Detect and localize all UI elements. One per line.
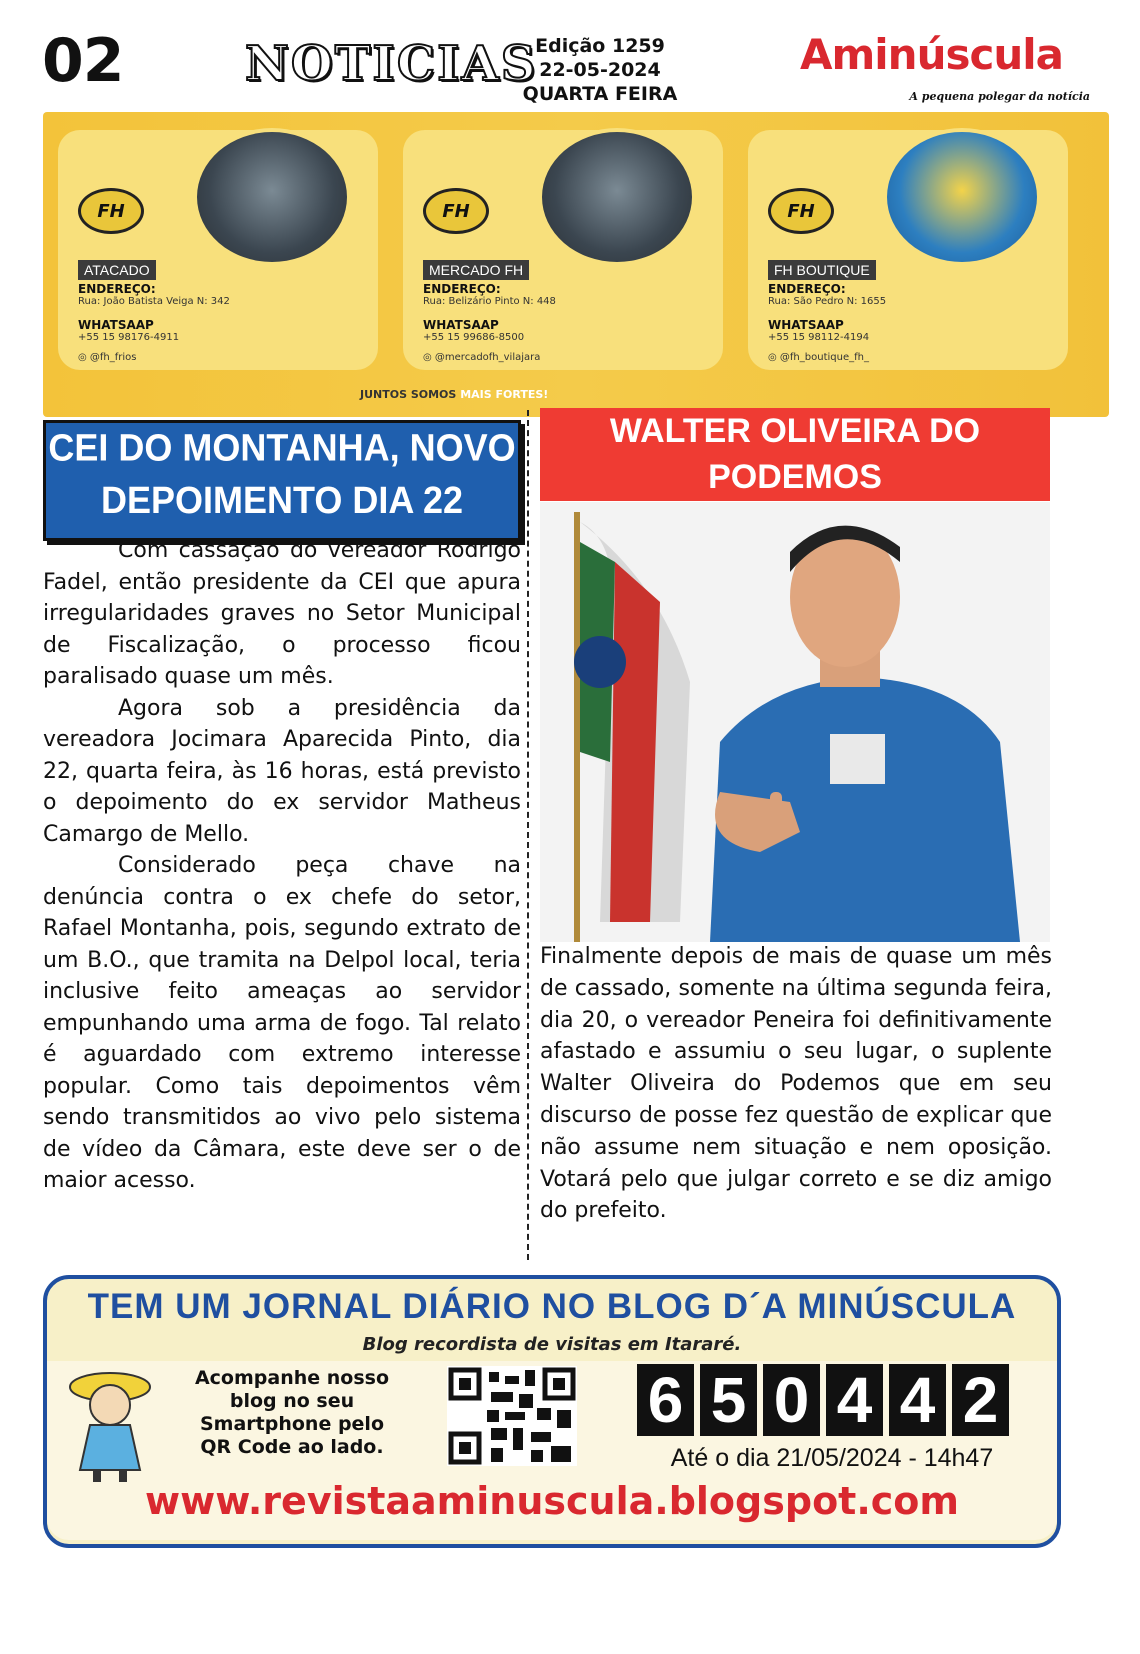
address-heading: ENDEREÇO:	[768, 282, 846, 296]
phone: +55 15 99686-8500	[423, 332, 525, 343]
counter-digit: 4	[826, 1364, 883, 1436]
instagram-icon: ◎	[423, 352, 435, 363]
left-headline: CEI DO MONTANHA, NOVO DEPOIMENTO DIA 22	[48, 425, 516, 522]
card-label: MERCADO FH	[423, 260, 529, 280]
visit-counter	[637, 1364, 1009, 1436]
address-heading: ENDEREÇO:	[423, 282, 501, 296]
store-photo	[193, 128, 351, 266]
counter-digit: 0	[763, 1364, 820, 1436]
instagram-handle: ◎ @fh_boutique_fh_	[768, 352, 869, 363]
mascot-icon	[55, 1365, 165, 1485]
blog-follow-text: Acompanhe nosso blog no seu Smartphone pelo QR Code ao lado.	[194, 1367, 390, 1458]
blog-subheadline: Blog recordista de visitas em Itararé.	[362, 1334, 742, 1355]
blog-promo-box	[43, 1275, 1061, 1548]
phone: +55 15 98176-4911	[78, 332, 180, 343]
phone: +55 15 98112-4194	[768, 332, 870, 343]
paragraph: Agora sob a presidência da vereadora Jocimara Aparecida Pinto, dia 22, quarta feira, às 16 horas, está previsto o depoimento do ex servidor Matheus Camargo de Mello.	[43, 695, 521, 847]
whatsapp-heading: WHATSAAP	[78, 318, 154, 332]
right-article-body	[540, 941, 1052, 1227]
address: Rua: João Batista Veiga N: 342	[78, 296, 230, 307]
councilman-illustration	[540, 502, 1050, 942]
counter-digit: 5	[700, 1364, 757, 1436]
paragraph: Com cassação do vereador Rodrigo Fadel, então presidente da CEI que apura irregularidades graves no Setor Municipal de Fiscalização, o processo ficou paralisado quase um mês.	[43, 538, 521, 689]
logo-text: Aminúscula	[800, 30, 1063, 79]
store-photo	[538, 128, 696, 266]
counter-date: Até o dia 21/05/2024 - 14h47	[670, 1444, 994, 1472]
blog-promo-inner	[47, 1361, 1057, 1540]
ad-banner	[43, 112, 1109, 417]
edition-info	[500, 34, 700, 106]
column-divider	[527, 410, 529, 1260]
ad-card-boutique	[748, 130, 1068, 370]
instagram-handle: ◎ @mercadofh_vilajara	[423, 352, 541, 363]
paragraph: Considerado peça chave na denúncia contra o ex chefe do setor, Rafael Montanha, pois, segundo extrato de um B.O., que tramita na Delpol local, teria inclusive feito ameaças ao servidor empunhando uma arma de fogo. Tal relato é aguardado com extremo interesse popular. Como tais depoimentos vêm sendo transmitidos ao vivo pelo sistema de vídeo da Câmara, este deve ser o de maior acesso.	[43, 853, 521, 1193]
counter-digit: 6	[637, 1364, 694, 1436]
card-label: ATACADO	[78, 260, 156, 280]
fh-logo: FH	[423, 188, 489, 234]
instagram-icon: ◎	[768, 352, 780, 363]
fh-logo: FH	[768, 188, 834, 234]
paragraph: Finalmente depois de mais de quase um mês de cassado, somente na última segunda feira, dia 20, o vereador Peneira foi definitivamente afastado e assumiu o seu lugar, o suplente Walter Oliveira do Podemos que em seu discurso de posse fez questão de explicar que não assume nem situação e nem oposição. Votará pelo que julgar correto e se diz amigo do prefeito.	[540, 944, 1052, 1224]
address-heading: ENDEREÇO:	[78, 282, 156, 296]
councilman-photo	[540, 502, 1050, 942]
instagram-icon: ◎	[78, 352, 90, 363]
qr-code-icon[interactable]	[447, 1366, 577, 1466]
edition-weekday: QUARTA FEIRA	[522, 83, 678, 105]
whatsapp-heading: WHATSAAP	[768, 318, 844, 332]
card-label: FH BOUTIQUE	[768, 260, 876, 280]
counter-digit: 2	[952, 1364, 1009, 1436]
ad-card-mercado	[403, 130, 723, 370]
blog-headline: TEM UM JORNAL DIÁRIO NO BLOG D´A MINÚSCULA	[87, 1287, 1017, 1326]
instagram-handle: ◎ @fh_frios	[78, 352, 137, 363]
left-article-body	[43, 535, 521, 1197]
right-headline: WALTER OLIVEIRA DO PODEMOS	[609, 412, 981, 496]
blog-url-link[interactable]: www.revistaaminuscula.blogspot.com	[144, 1479, 959, 1523]
whatsapp-heading: WHATSAAP	[423, 318, 499, 332]
newspaper-logo	[800, 30, 1100, 105]
logo-tagline: A pequena polegar da notícia	[909, 90, 1090, 103]
page-number: 02	[42, 26, 124, 96]
counter-digit: 4	[889, 1364, 946, 1436]
address: Rua: São Pedro N: 1655	[768, 296, 887, 307]
ad-card-atacado	[58, 130, 378, 370]
store-photo	[883, 128, 1041, 266]
fh-logo: FH	[78, 188, 144, 234]
edition-date: 22-05-2024	[539, 59, 661, 81]
address: Rua: Belizário Pinto N: 448	[423, 296, 556, 307]
ad-slogan: JUNTOS SOMOS MAIS FORTES!	[360, 388, 549, 401]
section-title: NOTICIAS	[245, 36, 538, 92]
edition-number: Edição 1259	[535, 35, 665, 57]
